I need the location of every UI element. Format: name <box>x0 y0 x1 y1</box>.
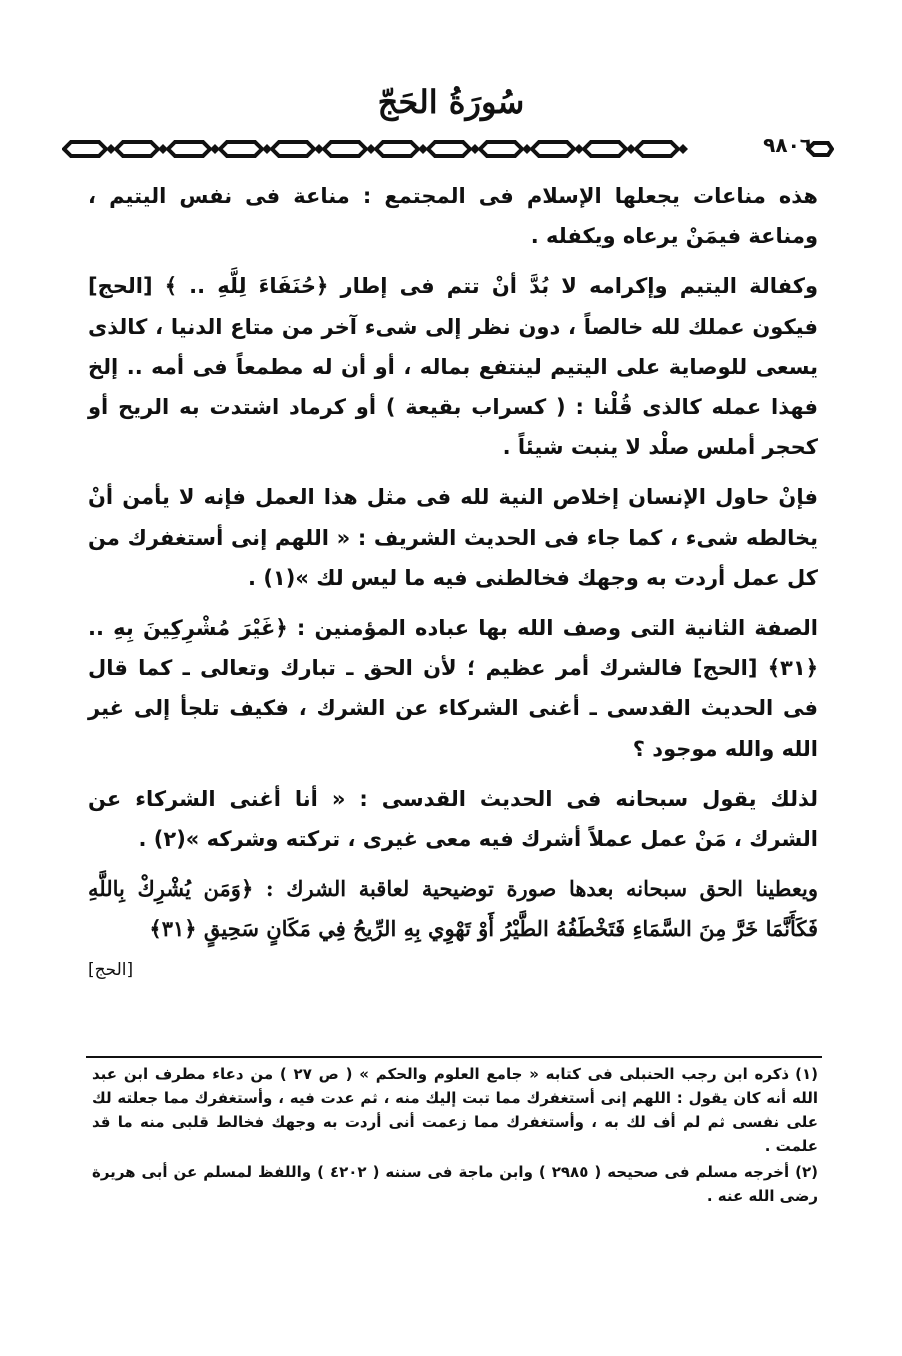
surah-title: سُورَةُ الحَجّ <box>377 83 525 121</box>
chain-link <box>168 142 210 156</box>
footnote-1 <box>92 1062 818 1158</box>
page-number: ٩٨٠٦ <box>763 133 812 157</box>
header-rule-end-ornament <box>806 136 834 162</box>
paragraph-1: هذه مناعات يجعلها الإسلام فى المجتمع : مناعة فى نفس اليتيم ، ومناعة فيمَنْ يرعاه ويكفله . <box>88 184 818 249</box>
footnote-2 <box>92 1160 818 1208</box>
verse-source-tag: [الحج] <box>88 959 134 980</box>
chain-link <box>324 142 366 156</box>
footnotes <box>92 1062 818 1210</box>
paragraph-3: فإنْ حاول الإنسان إخلاص النية لله فى مثل هذا العمل فإنه لا يأمن أنْ يخالطه شىء ، كما جاء فى الحديث الشريف : « اللهم إنى أستغفرك من كل عمل أردت به وجهك فخالطنى فيه ما ليس لك »(١) . <box>88 485 818 590</box>
chain-link <box>584 142 626 156</box>
chain-link <box>220 142 262 156</box>
chain-link <box>480 142 522 156</box>
footnote-2-number: (٢) <box>795 1163 818 1181</box>
chain-link <box>116 142 158 156</box>
footnote-1-number: (١) <box>795 1065 818 1083</box>
header-ornamental-rule <box>62 136 702 162</box>
chain-link <box>532 142 574 156</box>
chain-link <box>428 142 470 156</box>
footnote-separator <box>86 1056 822 1058</box>
main-text <box>88 176 818 980</box>
chain-link <box>272 142 314 156</box>
footnote-1-text: ذكره ابن رجب الحنبلى فى كتابه « جامع العلوم والحكم » ( ص ٢٧ ) من دعاء مطرف ابن عبد الله أنه كان يقول : اللهم إنى أستغفرك مما تبت إليك منه ، ثم عدت فيه ، وأستغفرك مما جعلته لك على نفسى ثم لم أف لك به ، وأستغفرك مما زعمت أنى أردت به وجهك فخالط قلبى منه ما قد علمت . <box>92 1065 818 1155</box>
chain-link <box>376 142 418 156</box>
chain-link <box>636 142 678 156</box>
chain-link <box>64 142 106 156</box>
chain-diamond <box>678 144 688 154</box>
paragraph-2: وكفالة اليتيم وإكرامه لا بُدَّ أنْ تتم فى إطار ﴿حُنَفَاءَ لِلَّهِ .. ﴾ [الحج] فيكون عملك لله خالصاً ، دون نظر إلى شىء آخر من متاع الدنيا ، كالذى يسعى للوصاية على اليتيم لينتفع بماله ، أو أن له مطمعاً فى أمه .. إلخ فهذا عمله كالذى قُلْنا : ( كسراب بقيعة ) أو كرماد اشتدت به الريح أو كحجر أملس صلْد لا ينبت شيئاً . <box>88 274 818 460</box>
paragraph-6-quran-verse: ويعطينا الحق سبحانه بعدها صورة توضيحية لعاقبة الشرك : ﴿وَمَن يُشْرِكْ بِاللَّهِ فَكَأَنَّمَا خَرَّ مِنَ السَّمَاءِ فَتَخْطَفُهُ الطَّيْرُ أَوْ تَهْوِي بِهِ الرِّيحُ فِي مَكَانٍ سَحِيقٍ ﴿٣١﴾ <box>88 876 818 942</box>
paragraph-5: لذلك يقول سبحانه فى الحديث القدسى : « أنا أغنى الشركاء عن الشرك ، مَنْ عمل عملاً أشرك فيه معى غيرى ، تركته وشركه »(٢) . <box>88 786 818 852</box>
paragraph-4: الصفة الثانية التى وصف الله بها عباده المؤمنين : ﴿غَيْرَ مُشْرِكِينَ بِهِ .. ﴿٣١﴾ [الحج] فالشرك أمر عظيم ؛ لأن الحق ـ تبارك وتعالى ـ كما قال فى الحديث القدسى ـ أغنى الشركاء عن الشرك ، فكيف تلجأ إلى غير الله والله موجود ؟ <box>88 616 818 761</box>
footnote-2-text: أخرجه مسلم فى صحيحه ( ٢٩٨٥ ) وابن ماجة فى سننه ( ٤٢٠٢ ) واللفظ لمسلم عن أبى هريرة رضى الله عنه . <box>92 1163 818 1205</box>
